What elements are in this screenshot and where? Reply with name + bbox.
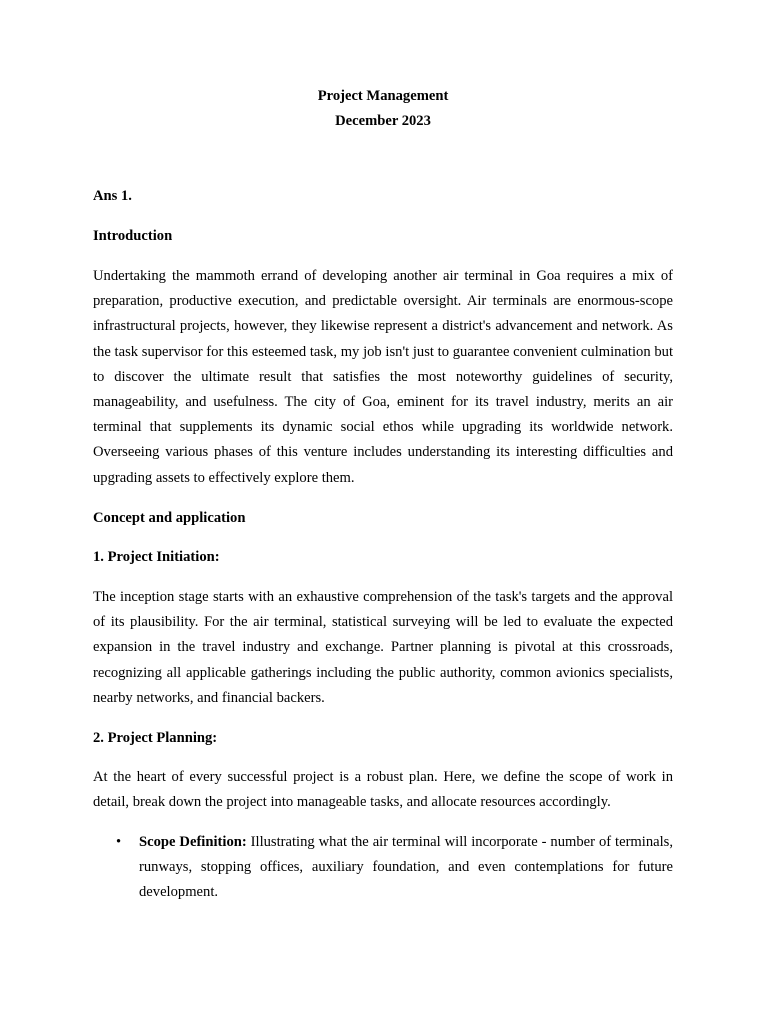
- initiation-heading: 1. Project Initiation:: [93, 549, 220, 565]
- concept-heading: Concept and application: [93, 510, 246, 526]
- document-title: Project Management: [317, 88, 449, 104]
- bullet-text: Illustrating what the air terminal will incorporate - number of terminals, runways, stopping offices, auxiliary foundation, and even contemplations for future development.: [139, 834, 673, 901]
- list-item: [93, 830, 673, 906]
- initiation-paragraph: The inception stage starts with an exhaustive comprehension of the task's targets and the approval of its plausibility. For the air terminal, statistical surveying will be led to evaluate the expected expansion in the travel industry and exchange. Partner planning is pivotal at this crossroads, recognizing all applicable gatherings including the public authority, common avionics specialists, nearby networks, and financial backers.: [93, 589, 673, 706]
- document-page: [93, 0, 673, 1024]
- document-date: December 2023: [335, 113, 431, 129]
- answer-label: Ans 1.: [93, 188, 132, 204]
- bullet-label: Scope Definition:: [139, 834, 247, 850]
- introduction-heading: Introduction: [93, 228, 173, 244]
- planning-paragraph: At the heart of every successful project is a robust plan. Here, we define the scope of work in detail, break down the project into manageable tasks, and allocate resources accordingly.: [93, 769, 673, 811]
- planning-heading: 2. Project Planning:: [93, 730, 218, 746]
- introduction-paragraph: Undertaking the mammoth errand of developing another air terminal in Goa requires a mix of preparation, productive execution, and predictable oversight. Air terminals are enormous-scope infrastructural projects, however, they likewise represent a district's advancement and network. As the task supervisor for this esteemed task, my job isn't just to guarantee convenient culmination but to discover the ultimate result that satisfies the most noteworthy guidelines of security, manageability, and usefulness. The city of Goa, eminent for its travel industry, merits an air terminal that supplements its dynamic social ethos while upgrading its worldwide network. Overseeing various phases of this venture includes understanding its interesting difficulties and upgrading assets to effectively explore them.: [93, 268, 673, 486]
- planning-bullet-list: [93, 830, 673, 906]
- document-header: [93, 84, 673, 134]
- bullet-icon: •: [116, 834, 122, 850]
